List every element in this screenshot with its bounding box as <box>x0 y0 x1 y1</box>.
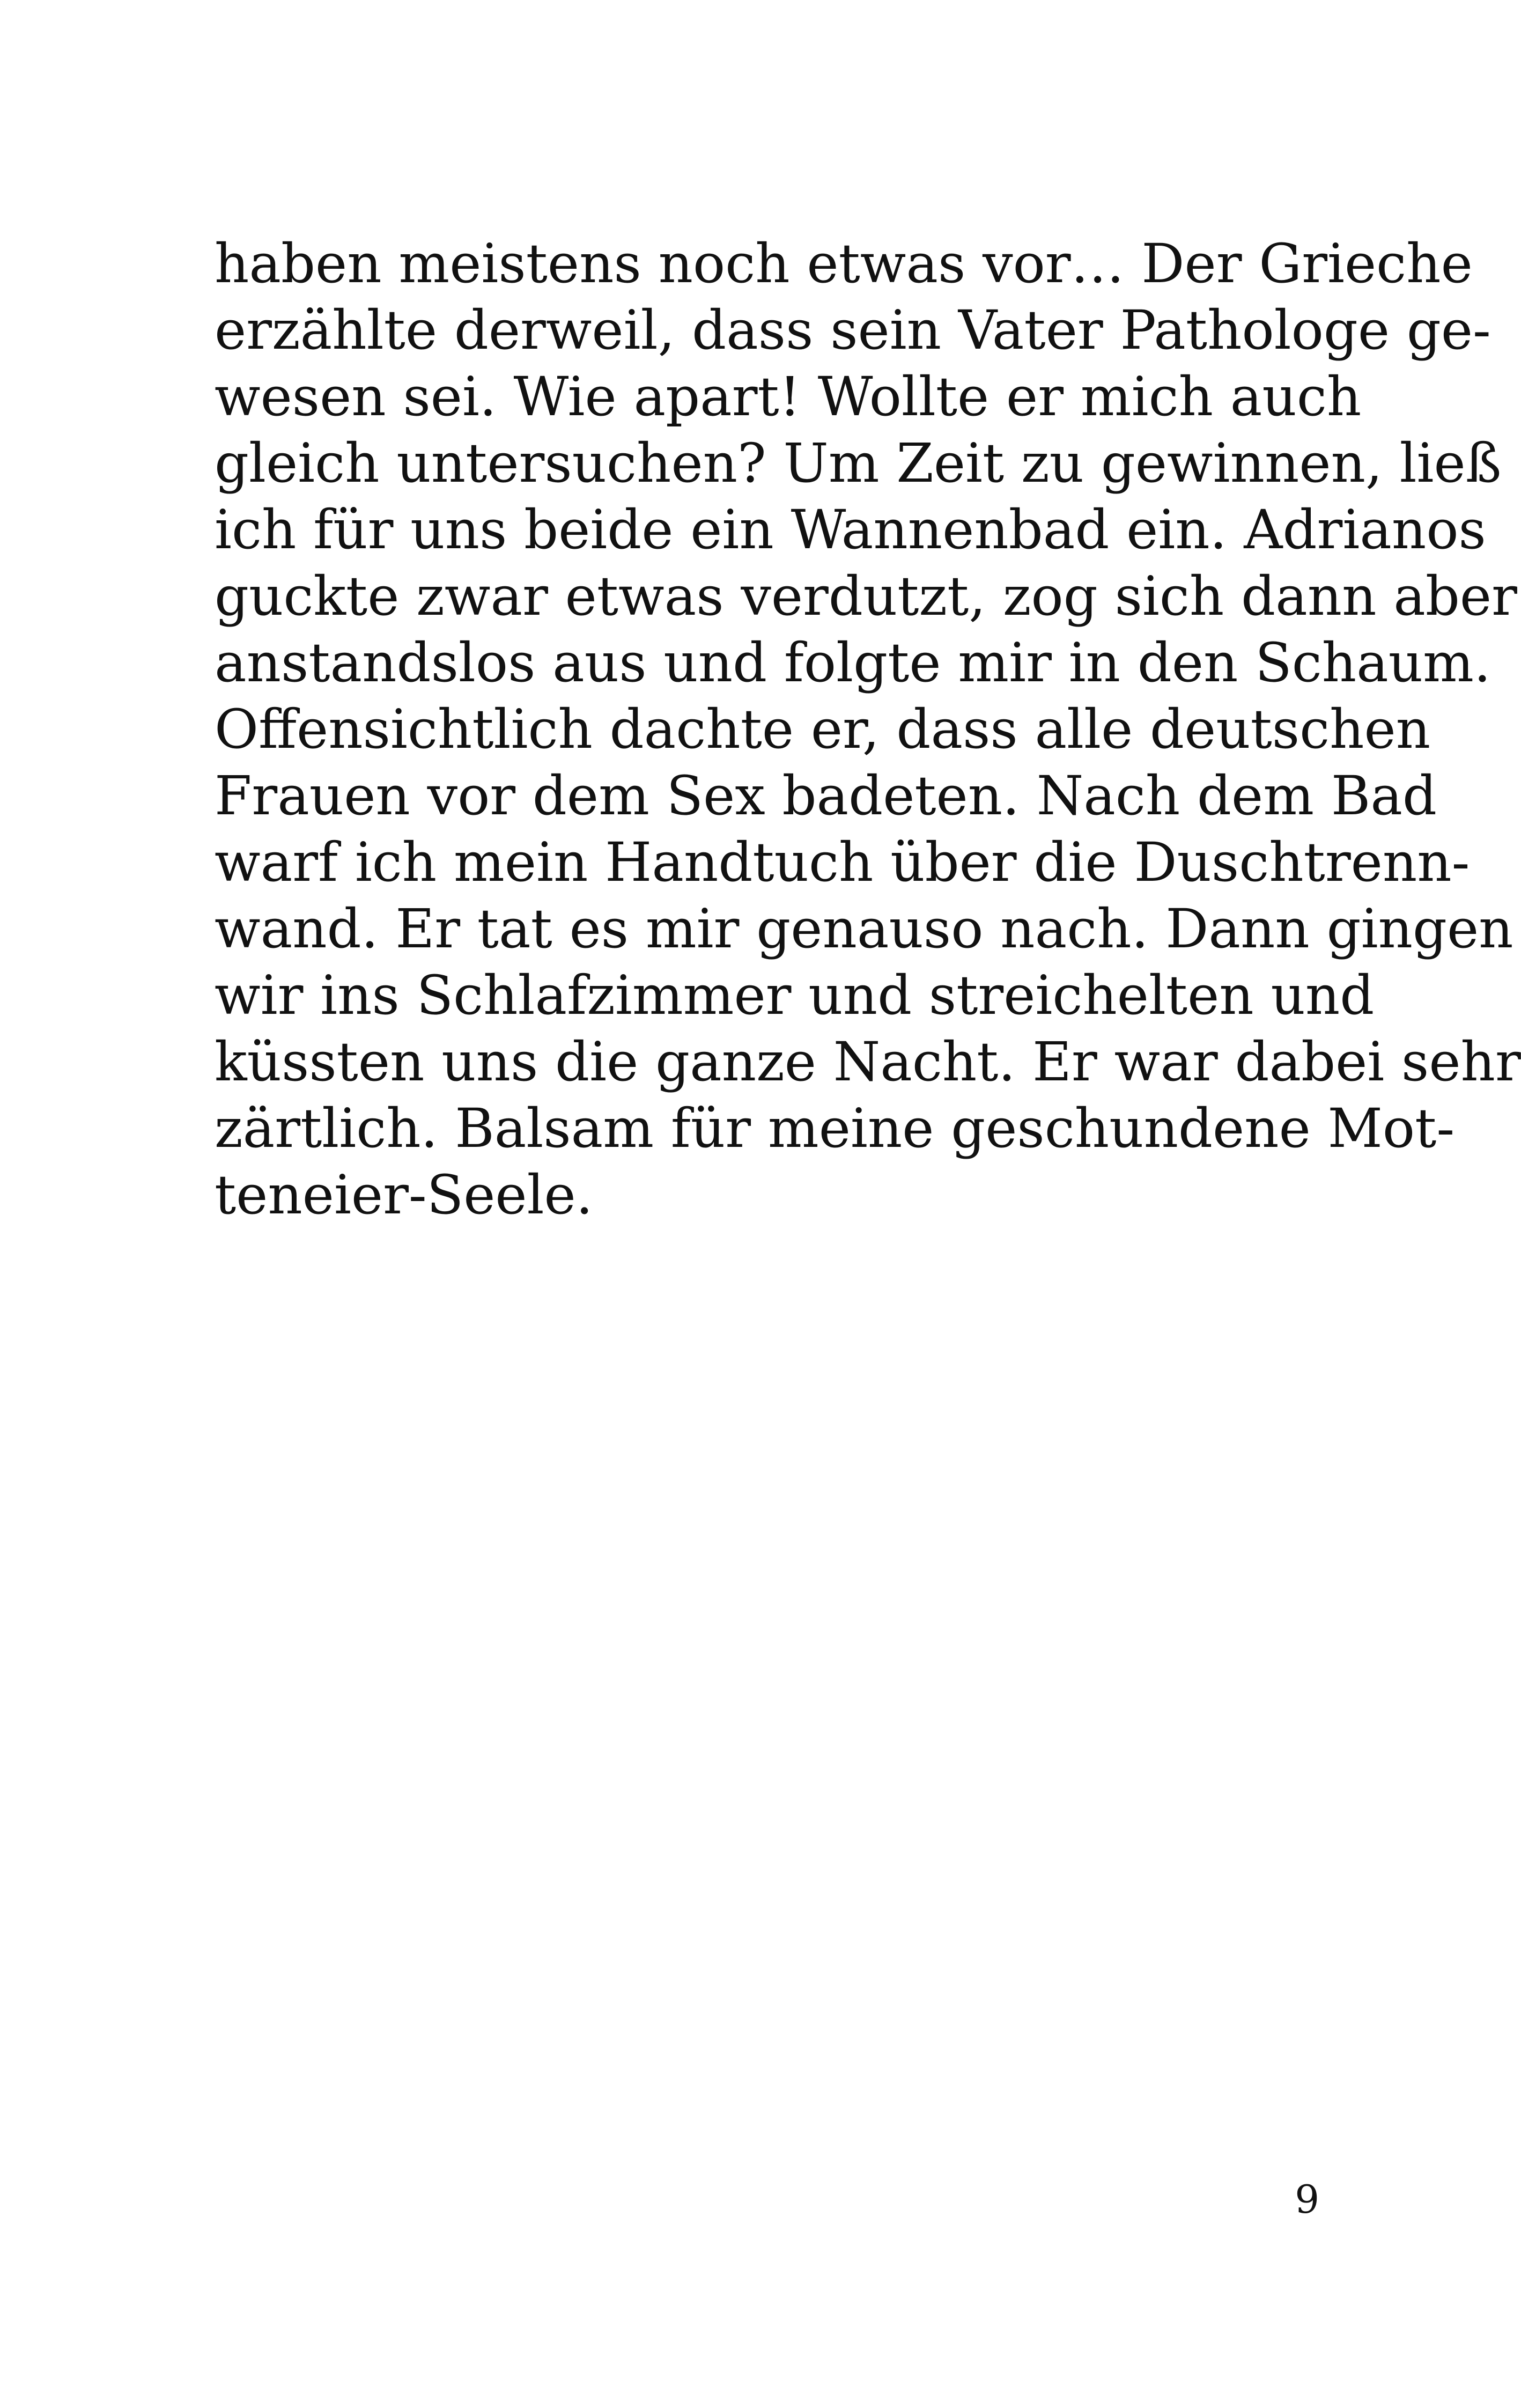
text-line: haben meistens noch etwas vor… Der Grieche <box>215 232 1473 295</box>
body-text <box>215 231 1521 1228</box>
text-line: anstandslos aus und folgte mir in den Schaum. <box>215 631 1491 694</box>
text-line: Offensichtlich dachte er, dass alle deutschen <box>215 698 1431 761</box>
text-line: Frauen vor dem Sex badeten. Nach dem Bad <box>215 764 1437 827</box>
text-line: küssten uns die ganze Nacht. Er war dabei sehr <box>215 1030 1521 1093</box>
text-line: wesen sei. Wie apart! Wollte er mich auch <box>215 365 1362 428</box>
text-line: ich für uns beide ein Wannenbad ein. Adrianos <box>215 498 1486 561</box>
text-line: warf ich mein Handtuch über die Duschtrenn- <box>215 831 1470 894</box>
text-line: wir ins Schlafzimmer und streichelten und <box>215 964 1375 1027</box>
text-line: zärtlich. Balsam für meine geschundene Mot- <box>215 1097 1455 1160</box>
text-line-last: teneier-Seele. <box>215 1164 593 1226</box>
text-line: erzählte derweil, dass sein Vater Pathologe ge- <box>215 299 1491 362</box>
text-line: gleich untersuchen? Um Zeit zu gewinnen, ließ <box>215 432 1502 495</box>
page-number: 9 <box>1295 2177 1319 2222</box>
text-line: guckte zwar etwas verdutzt, zog sich dann aber <box>215 565 1517 628</box>
text-line: wand. Er tat es mir genauso nach. Dann gingen <box>215 897 1513 960</box>
